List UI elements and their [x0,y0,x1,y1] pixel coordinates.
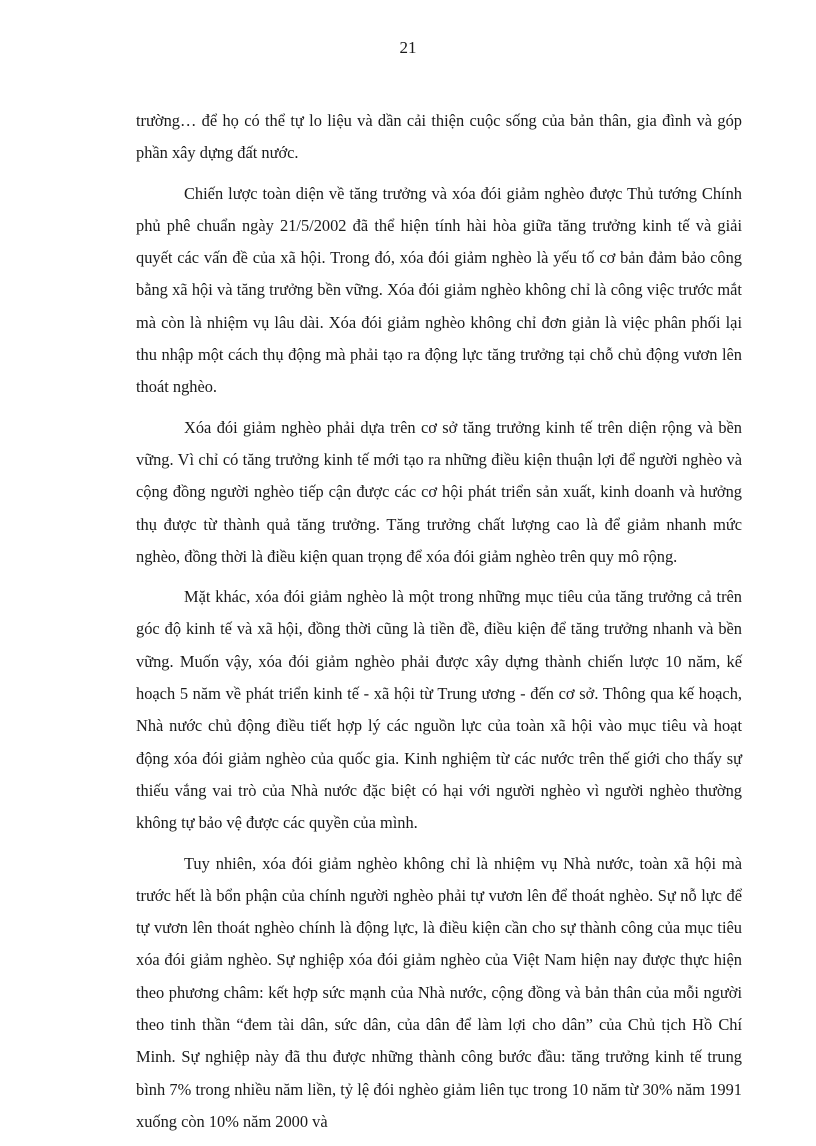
paragraph-strategy: Chiến lược toàn diện về tăng trưởng và xóa đói giảm nghèo được Thủ tướng Chính phủ phê chuẩn ngày 21/5/2002 đã thể hiện tính hài hòa giữa tăng trưởng kinh tế và giải quyết các vấn đề của xã hội. Trong đó, xóa đói giảm nghèo là yếu tố cơ bản đảm bảo công bằng xã hội và tăng trưởng bền vững. Xóa đói giảm nghèo không chỉ là công việc trước mắt mà còn là nhiệm vụ lâu dài. Xóa đói giảm nghèo không chỉ đơn giản là việc phân phối lại thu nhập một cách thụ động mà phải tạo ra động lực tăng trưởng tại chỗ chủ động vươn lên thoát nghèo. [136,183,742,397]
paragraph-growth-basis: Xóa đói giảm nghèo phải dựa trên cơ sở tăng trưởng kinh tế trên diện rộng và bền vững. Vì chỉ có tăng trưởng kinh tế mới tạo ra những điều kiện thuận lợi để người nghèo và cộng đồng người nghèo tiếp cận được các cơ hội phát triển sản xuất, kinh doanh và hưởng thụ được từ thành quả tăng trưởng. Tăng trưởng chất lượng cao là để giảm nhanh mức nghèo, đồng thời là điều kiện quan trọng để xóa đói giảm nghèo trên quy mô rộng. [136,417,742,566]
paragraph-growth-goal: Mặt khác, xóa đói giảm nghèo là một trong những mục tiêu của tăng trưởng cả trên góc độ kinh tế và xã hội, đồng thời cũng là tiền đề, điều kiện để tăng trưởng nhanh và bền vững. Muốn vậy, xóa đói giảm nghèo phải được xây dựng thành chiến lược 10 năm, kế hoạch 5 năm về phát triển kinh tế - xã hội từ Trung ương - đến cơ sở. Thông qua kế hoạch, Nhà nước chủ động điều tiết hợp lý các nguồn lực của toàn xã hội vào mục tiêu và hoạt động xóa đói giảm nghèo của quốc gia. Kinh nghiệm từ các nước trên thế giới cho thấy sự thiếu vắng vai trò của Nhà nước đặc biệt có hại với người nghèo vì người nghèo thường không tự bảo vệ được các quyền của mình. [136,587,742,833]
body-text [136,105,742,1146]
paragraph-continuation: trường… để họ có thể tự lo liệu và dần cải thiện cuộc sống của bản thân, gia đình và góp phần xây dựng đất nước. [136,111,742,163]
page-number: 21 [399,38,417,57]
paragraph-self-effort: Tuy nhiên, xóa đói giảm nghèo không chỉ là nhiệm vụ Nhà nước, toàn xã hội mà trước hết là bổn phận của chính người nghèo phải tự vươn lên để thoát nghèo. Sự nỗ lực để tự vươn lên thoát nghèo chính là động lực, là điều kiện cần cho sự thành công của mục tiêu xóa đói giảm nghèo. Sự nghiệp xóa đói giảm nghèo của Việt Nam hiện nay được thực hiện theo phương châm: kết hợp sức mạnh của Nhà nước, cộng đồng và bản thân của mỗi người theo tinh thần “đem tài dân, sức dân, của dân để làm lợi cho dân” của Chủ tịch Hồ Chí Minh. Sự nghiệp này đã thu được những thành công bước đầu: tăng trưởng kinh tế trung bình 7% trong nhiều năm liền, tỷ lệ đói nghèo giảm liên tục trong 10 năm từ 30% năm 1991 xuống còn 10% năm 2000 và [136,853,742,1131]
